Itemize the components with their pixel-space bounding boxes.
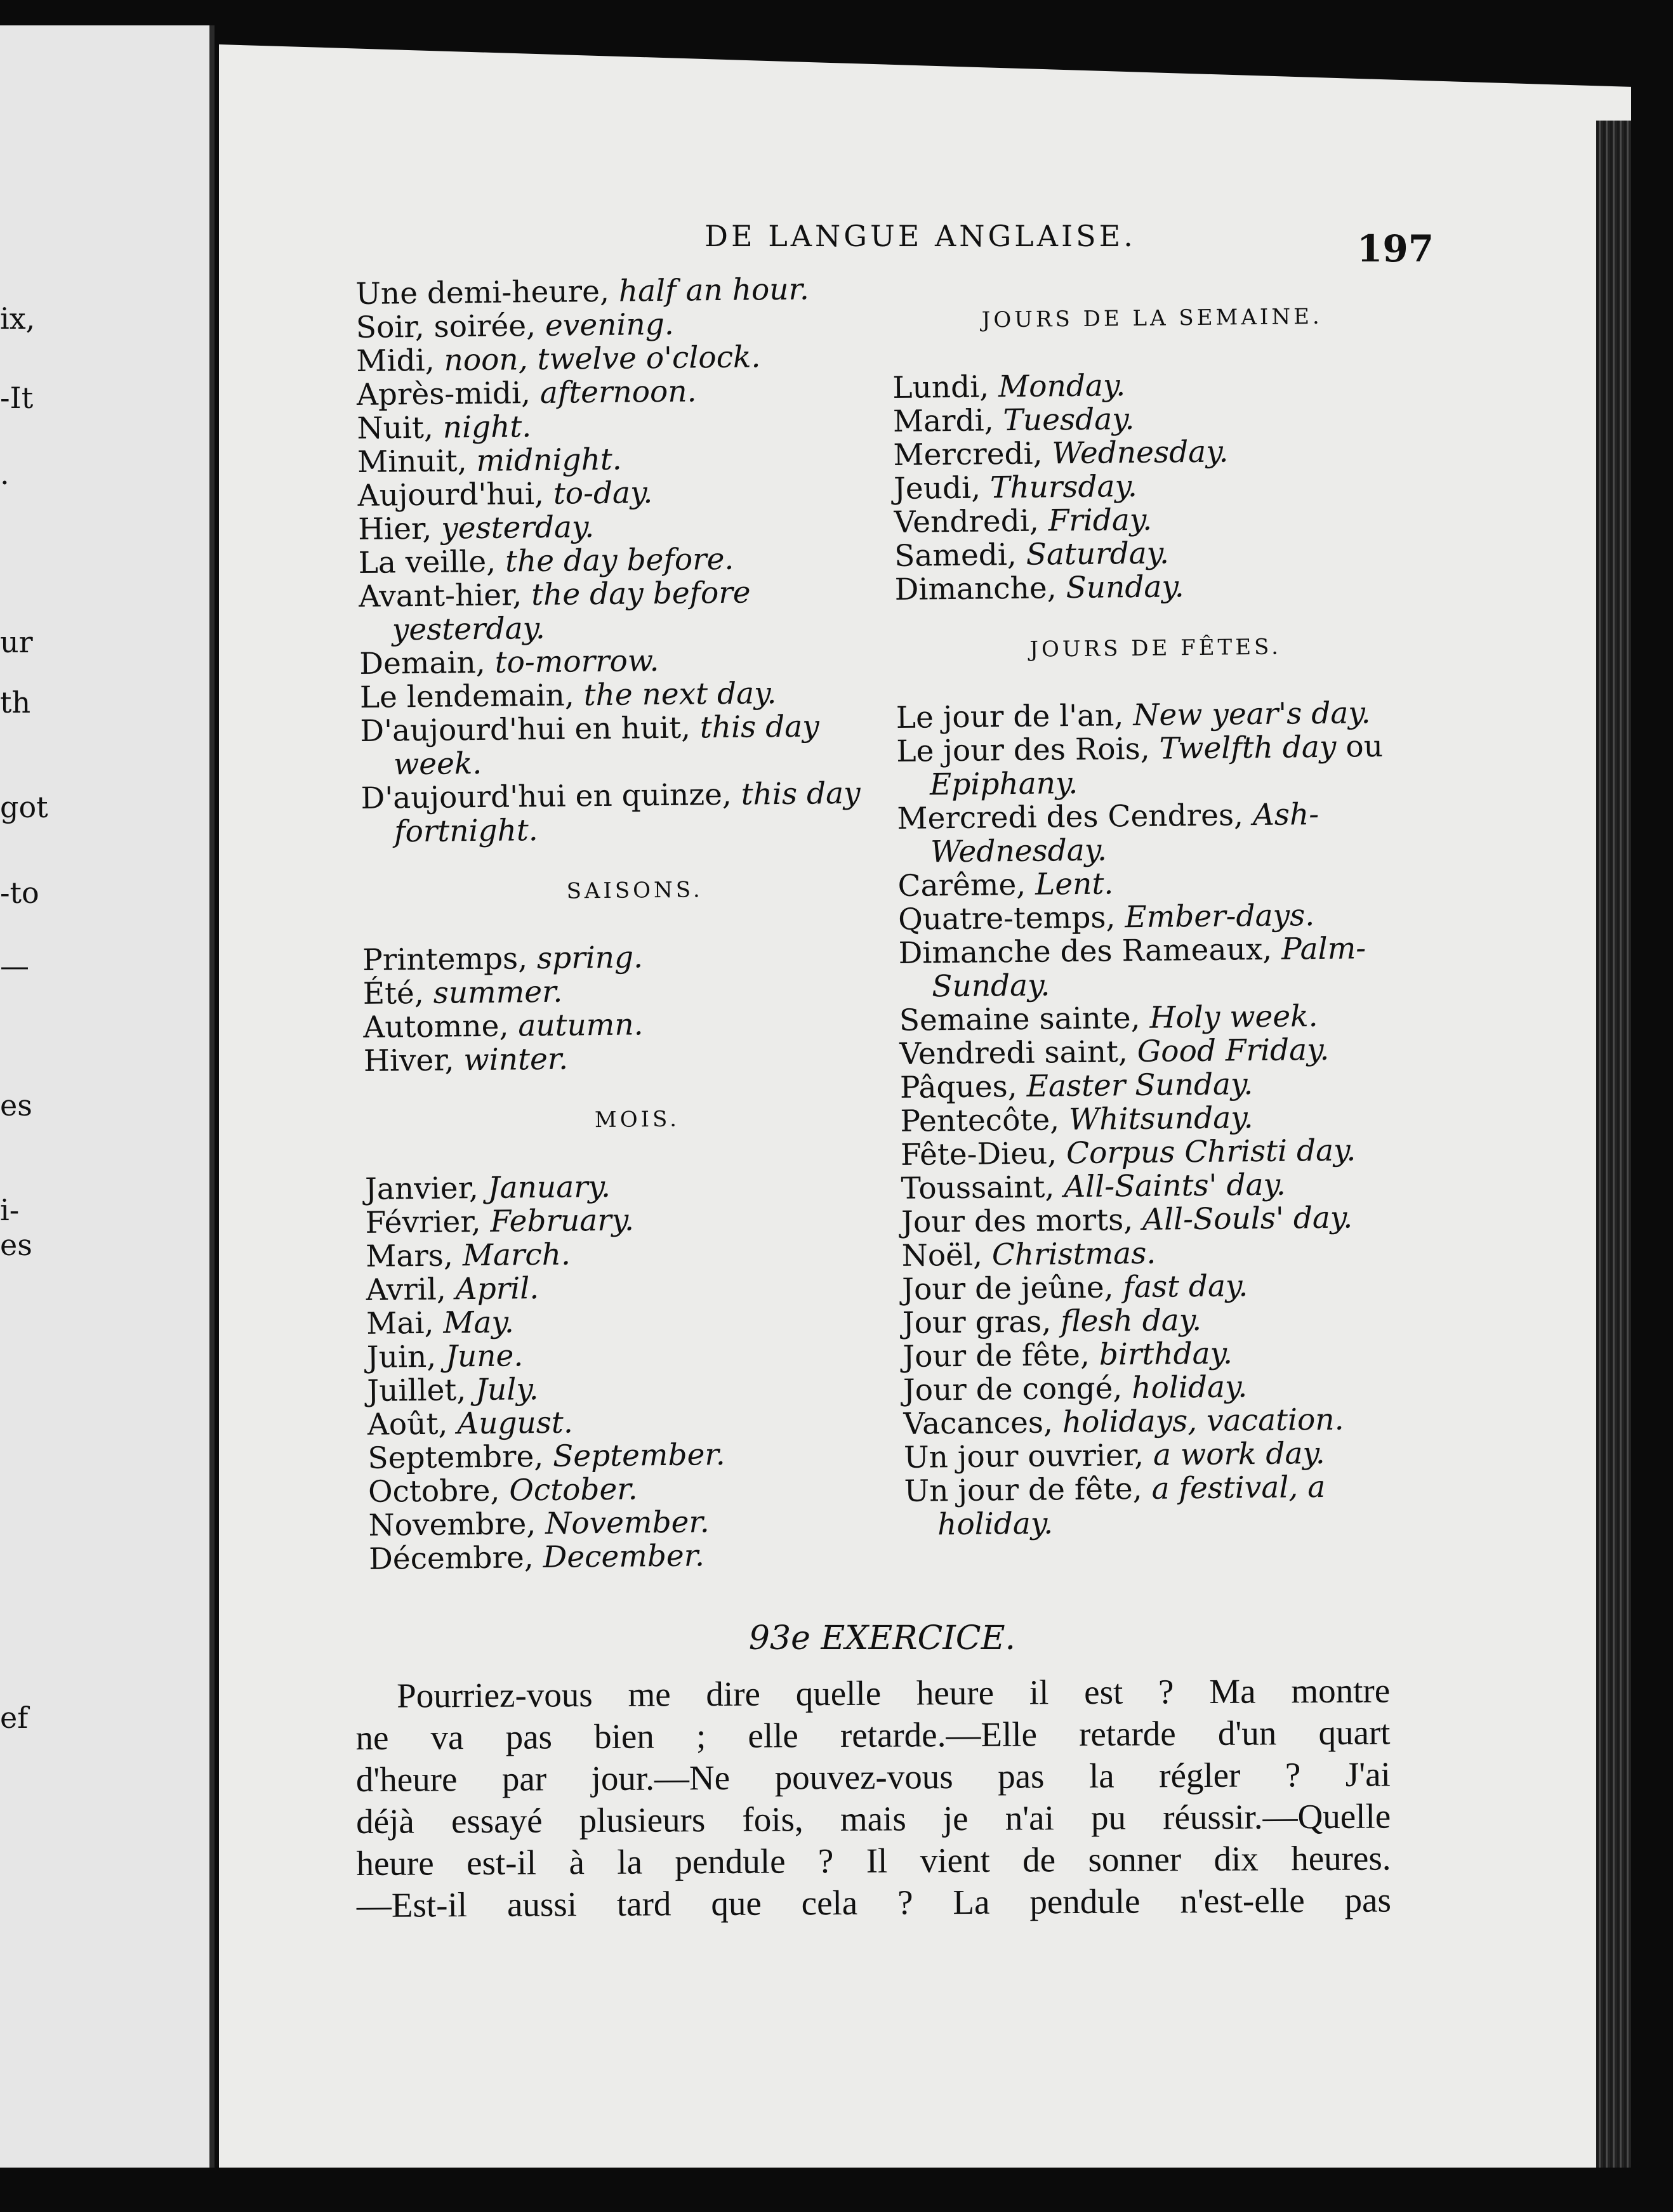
english-translation: January. — [487, 1169, 611, 1206]
english-translation: Sunday. — [1066, 569, 1184, 606]
right-column — [892, 299, 1425, 1541]
time-vocabulary-list — [355, 272, 907, 849]
french-term: Un jour de fête, — [904, 1471, 1152, 1509]
french-term: Juillet, — [367, 1373, 476, 1409]
french-term: Décembre, — [368, 1540, 543, 1577]
english-translation: Easter Sunday. — [1026, 1067, 1253, 1104]
vocab-entry — [358, 541, 904, 580]
french-term: Le lendemain, — [359, 678, 584, 715]
month-entry — [367, 1436, 914, 1475]
french-term: Printemps, — [362, 941, 538, 978]
french-term: Jour de fête, — [903, 1337, 1100, 1374]
english-translation: September. — [552, 1437, 725, 1474]
french-term: Hiver, — [363, 1043, 464, 1079]
english-translation: a festival, a holiday. — [937, 1469, 1326, 1543]
previous-page-fragment: ef — [0, 1701, 29, 1735]
previous-page-fragment: ix, — [0, 301, 36, 336]
english-translation: Holy week. — [1149, 999, 1318, 1036]
english-translation: Good Friday. — [1137, 1032, 1330, 1070]
holiday-entry — [901, 1200, 1422, 1239]
saisons-heading: SAISONS. — [566, 877, 703, 904]
french-term: Midi, — [356, 343, 444, 379]
month-entry — [367, 1335, 913, 1374]
french-term: Mars, — [365, 1238, 463, 1274]
french-term: Pentecôte, — [900, 1102, 1069, 1139]
month-entry — [368, 1503, 915, 1543]
french-term: Février, — [365, 1204, 491, 1241]
french-term: Semaine sainte, — [899, 1000, 1150, 1038]
holiday-entry — [896, 729, 1417, 802]
french-term: La veille, — [358, 544, 506, 581]
english-translation: fast day. — [1123, 1268, 1248, 1305]
exercise-line: ne va pas bien ; elle retarde.—Elle retarde d'un quart — [355, 1713, 1391, 1757]
english-translation: Whitsunday. — [1068, 1100, 1253, 1138]
vocab-entry — [357, 440, 904, 479]
french-term: D'aujourd'hui en huit, — [360, 710, 701, 749]
vocab-entry — [356, 305, 903, 345]
french-term: Minuit, — [357, 444, 477, 480]
french-term: Avant-hier, — [358, 577, 532, 614]
vocab-entry — [357, 372, 903, 412]
french-term: Été, — [362, 975, 434, 1011]
french-term: Novembre, — [368, 1506, 546, 1543]
previous-page-fragment: got — [0, 790, 48, 824]
holiday-entry — [903, 1368, 1424, 1407]
french-term: Lundi, — [892, 369, 999, 405]
previous-page-fragment: -to — [0, 876, 39, 910]
french-term: Pâques, — [899, 1069, 1027, 1105]
seasons-list — [362, 938, 909, 1078]
vocab-entry — [355, 272, 902, 311]
weekday-entry — [894, 466, 1415, 506]
season-entry — [363, 1005, 909, 1044]
season-entry — [364, 1039, 910, 1078]
english-translation: noon, twelve o'clock. — [444, 339, 761, 378]
previous-page-fragment: — — [0, 949, 29, 983]
holiday-entry — [904, 1435, 1425, 1475]
vocab-entry — [360, 675, 906, 714]
month-entry — [367, 1369, 913, 1408]
holiday-entry — [904, 1469, 1425, 1542]
exercise-line: —Est-il aussi tard que cela ? La pendule n'est-elle pas — [356, 1880, 1392, 1925]
holiday-entry — [903, 1334, 1424, 1374]
vocab-entry — [360, 776, 907, 849]
french-term: Vendredi, — [894, 503, 1048, 540]
english-translation: May. — [443, 1305, 515, 1341]
weekday-entry — [894, 534, 1415, 573]
semaine-heading: JOURS DE LA SEMAINE. — [981, 303, 1323, 333]
english-translation: March. — [462, 1237, 571, 1274]
page-number: 197 — [1357, 227, 1434, 270]
previous-page-fragment: -It — [0, 381, 34, 415]
french-term: Avril, — [366, 1272, 456, 1308]
french-term: D'aujourd'hui en quinze, — [360, 777, 742, 816]
french-term: Fête-Dieu, — [900, 1136, 1067, 1173]
months-list — [365, 1167, 915, 1576]
exercise-number: 93e — [748, 1619, 810, 1657]
previous-page-fragment: es — [0, 1228, 32, 1262]
holiday-entry — [899, 998, 1420, 1037]
running-head: DE LANGUE ANGLAISE. — [704, 219, 1136, 253]
holiday-entry — [898, 931, 1419, 1004]
english-translation: All-Souls' day. — [1142, 1200, 1353, 1237]
english-translation: Friday. — [1048, 502, 1153, 539]
holidays-list — [896, 695, 1425, 1542]
weekday-entry — [893, 399, 1414, 438]
french-term: Une demi-heure, — [355, 273, 619, 312]
english-translation: August. — [456, 1405, 574, 1442]
french-term: Dimanche, — [894, 570, 1066, 607]
french-term: Mai, — [366, 1305, 444, 1341]
english-translation: to-day. — [553, 475, 653, 511]
page-edge — [1596, 121, 1631, 2212]
english-translation: Ash-Wednesday. — [930, 796, 1319, 870]
previous-page-fragment: ur — [0, 625, 33, 659]
french-term: Demain, — [359, 645, 495, 681]
french-term: Mercredi, — [893, 436, 1052, 473]
english-translation: to-morrow. — [494, 643, 659, 680]
english-translation: summer. — [433, 974, 563, 1011]
previous-page-fragment: es — [0, 1088, 32, 1122]
english-translation: All-Saints' day. — [1063, 1167, 1286, 1205]
month-entry — [366, 1234, 912, 1274]
english-translation: Tuesday. — [1003, 402, 1135, 438]
english-translation: midnight. — [476, 442, 622, 479]
exercise-line: Pourriez-vous me dire quelle heure il est ? Ma montre — [397, 1671, 1391, 1715]
english-translation: April. — [455, 1271, 539, 1307]
exercise-label: EXERCICE. — [821, 1619, 1016, 1657]
holiday-entry — [897, 864, 1418, 903]
holiday-entry — [903, 1301, 1424, 1340]
english-translation: evening. — [545, 306, 675, 343]
english-translation: Monday. — [998, 368, 1126, 405]
french-term: Carême, — [897, 867, 1036, 904]
month-entry — [365, 1201, 911, 1240]
fetes-heading: JOURS DE FÊTES. — [1029, 634, 1282, 662]
english-translation: Twelfth day — [1159, 729, 1337, 767]
holiday-entry — [901, 1133, 1422, 1172]
english-translation: a work day. — [1153, 1435, 1326, 1473]
exercise-text — [355, 1669, 1391, 1926]
english-translation: night. — [442, 409, 532, 445]
french-term: Jour gras, — [902, 1304, 1061, 1341]
english-translation: flesh day. — [1060, 1302, 1202, 1340]
weekday-entry — [893, 433, 1414, 472]
holiday-entry — [902, 1267, 1423, 1307]
holiday-entry — [899, 1032, 1420, 1071]
french-term: Soir, soirée, — [355, 308, 546, 345]
previous-page-fragment: th — [0, 685, 31, 720]
french-term: Vendredi saint, — [899, 1034, 1137, 1072]
holiday-entry — [897, 796, 1418, 869]
english-translation: spring. — [536, 940, 644, 977]
holiday-entry — [903, 1402, 1424, 1441]
holiday-entry — [900, 1065, 1421, 1105]
vocab-entry — [357, 473, 904, 513]
english-translation: November. — [545, 1504, 710, 1541]
english-translation: the day before. — [505, 541, 734, 579]
vocab-entry — [356, 339, 903, 378]
exercise-title — [724, 1619, 1041, 1657]
month-entry — [368, 1470, 915, 1509]
english-translation: Thursday. — [989, 468, 1138, 506]
french-term: Octobre, — [367, 1473, 510, 1510]
english-translation: holiday. — [1131, 1369, 1248, 1406]
month-entry — [365, 1167, 911, 1206]
french-term: Automne, — [363, 1008, 519, 1045]
french-term: Jour de jeûne, — [901, 1270, 1123, 1307]
previous-page-fragment: . — [0, 457, 10, 491]
english-translation: this day fortnight. — [393, 775, 861, 850]
french-term: Jour de congé, — [903, 1371, 1132, 1408]
vocab-entry — [357, 406, 903, 445]
english-translation: this day week. — [393, 709, 820, 782]
english-translation: Saturday. — [1026, 536, 1170, 572]
english-translation: October. — [509, 1471, 638, 1508]
previous-page-fragment: i- — [0, 1193, 20, 1227]
french-term: Quatre-temps, — [897, 900, 1125, 937]
english-translation: Lent. — [1035, 866, 1114, 902]
exercise-line: d'heure par jour.—Ne pouvez-vous pas la régler ? J'ai — [355, 1754, 1391, 1799]
english-translation: July. — [475, 1372, 539, 1408]
french-term: Jour des morts, — [901, 1202, 1143, 1240]
english-translation: the day before yesterday. — [392, 575, 751, 648]
french-term: Juin, — [366, 1339, 446, 1375]
french-term: Le jour de l'an, — [896, 698, 1134, 735]
vocab-entry — [359, 642, 906, 681]
english-translation: winter. — [463, 1041, 569, 1078]
english-translation: birthday. — [1099, 1336, 1233, 1373]
english-translation: the next day. — [583, 676, 777, 713]
french-term: Aujourd'hui, — [357, 476, 554, 513]
season-entry — [363, 971, 909, 1011]
french-term: Le jour des Rois, — [896, 731, 1160, 769]
french-term: Un jour ouvrier, — [903, 1437, 1154, 1475]
french-term: Nuit, — [357, 410, 443, 446]
month-entry — [369, 1537, 915, 1576]
weekdays-list — [892, 365, 1415, 607]
french-term: Toussaint, — [901, 1169, 1064, 1206]
english-translation: February. — [490, 1202, 635, 1239]
mois-heading: MOIS. — [594, 1106, 680, 1133]
connector-word: ou — [1336, 728, 1384, 765]
english-translation: December. — [543, 1538, 705, 1576]
english-translation: Epiphany. — [929, 765, 1078, 803]
month-entry — [367, 1402, 914, 1442]
french-term: Vacances, — [903, 1405, 1063, 1442]
english-translation: half an hour. — [618, 272, 810, 309]
holiday-entry — [901, 1234, 1422, 1273]
english-translation: yesterday. — [440, 510, 595, 546]
weekday-entry — [892, 365, 1413, 405]
french-term: Août, — [367, 1406, 458, 1442]
french-term: Hier, — [357, 511, 442, 547]
exercise-line: déjà essayé plusieurs fois, mais je n'ai pu réussir.—Quelle — [356, 1796, 1391, 1841]
english-translation: afternoon. — [539, 374, 697, 411]
weekday-entry — [894, 567, 1415, 607]
english-translation: Palm-Sunday. — [931, 931, 1366, 1004]
month-entry — [366, 1268, 912, 1307]
english-translation: holidays, vacation. — [1062, 1402, 1344, 1440]
french-term: Mardi, — [892, 403, 1003, 439]
english-translation: June. — [445, 1338, 524, 1374]
french-term: Noël, — [901, 1237, 993, 1274]
french-term: Jeudi, — [893, 470, 991, 506]
english-translation: Corpus Christi day. — [1066, 1133, 1356, 1171]
weekday-entry — [894, 500, 1415, 539]
french-term: Janvier, — [364, 1170, 489, 1207]
previous-page — [0, 25, 215, 2168]
english-translation: Ember-days. — [1125, 898, 1315, 935]
english-translation: Wednesday. — [1052, 434, 1229, 471]
left-column — [355, 272, 915, 1576]
english-translation: Christmas. — [991, 1235, 1156, 1273]
french-term: Après-midi, — [356, 375, 541, 412]
french-term: Mercredi des Cendres, — [897, 798, 1253, 836]
english-translation: New year's day. — [1132, 695, 1371, 734]
vocab-entry — [359, 574, 905, 647]
exercise-line: heure est-il à la pendule ? Il vient de sonner dix heures. — [356, 1838, 1391, 1883]
vocab-entry — [360, 709, 906, 782]
french-term: Samedi, — [894, 537, 1027, 574]
english-translation: autumn. — [518, 1007, 644, 1044]
season-entry — [362, 938, 909, 977]
vocab-entry — [358, 507, 904, 546]
french-term: Septembre, — [367, 1438, 553, 1476]
french-term: Dimanche des Rameaux, — [898, 932, 1282, 971]
month-entry — [366, 1301, 913, 1341]
